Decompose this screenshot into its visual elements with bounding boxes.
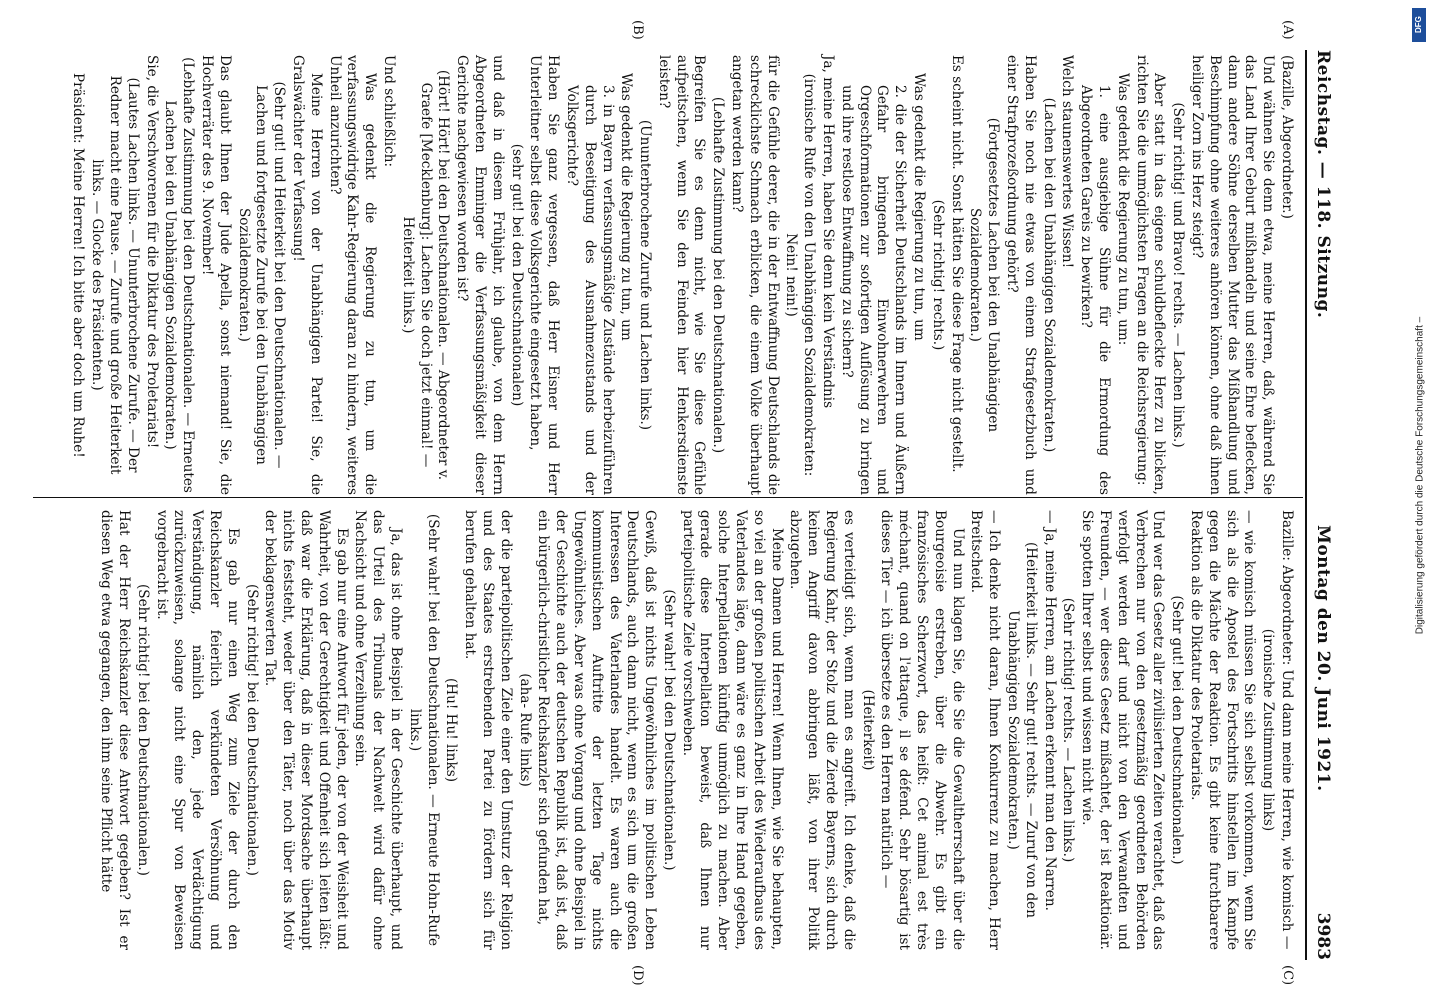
- paragraph: 1. eine ausgiebige Sühne für die Ermordung des Abgeordneten Gareis zu bewirken?: [1078, 85, 1113, 495]
- margin-marker-a: (A): [1280, 20, 1295, 40]
- paragraph: Was gedenkt die Regierung zu tun, um:: [1114, 73, 1131, 346]
- page-number: 3983: [1313, 912, 1333, 960]
- paragraph: Meine Herren von der Unabhängigen Partei! Sie, die Gralswächter der Verfassung!: [289, 55, 324, 495]
- interjection: (Sehr wahr! bei den Deutschnationalen.): [660, 589, 677, 871]
- interjection: (Hört! Hört! bei den Deutschnationalen. — Abgeordneter v. Graefe [Mecklenburg]: Lachen Sie doch jetzt einmal! — Heiterkeit links.): [399, 69, 452, 481]
- dfg-logo: DFG: [1412, 8, 1426, 42]
- interjection: (Sehr richtig! rechts.): [929, 199, 946, 351]
- paragraph: Es gab nur einen Weg zum Ziele der durch den Reichskanzler feierlich verkündeten Versöhnung und Verständigung, nämlich den, jede Verdächtigung zurückzuweisen, solange nicht eine Spur von Beweisen vorgebracht ist.: [153, 510, 241, 950]
- margin-marker-b: (B): [630, 20, 645, 40]
- margin-marker-d: (D): [630, 965, 645, 986]
- left-text-column: [68, 55, 1295, 495]
- paragraph: es verteidigt sich, wenn man es angreift. Ich denke, daß die Regierung Kahr, der Stolz und die Zierde Bayerns, sich durch keinen Angriff davon abbringen läßt, von ihrer Politik abzugehen.: [787, 510, 857, 950]
- interjection: (Sehr richtig! bei den Deutschnationalen.): [134, 584, 151, 876]
- interjection: (Sehr richtig! bei den Deutschnationalen.): [243, 584, 260, 876]
- paragraph: Es scheint nicht. Sonst hätten Sie diese Frage nicht gestellt.: [948, 55, 965, 473]
- interjection: (Hu! Hu! links): [443, 677, 460, 783]
- interjection: (ironische Rufe von den Unabhängigen Sozialdemokraten: Nein! nein!): [783, 73, 818, 477]
- interjection: (ironische Zustimmung links): [1260, 628, 1277, 832]
- paragraph: Das glaubt Ihnen der Jude Apella, sonst niemand! Sie, die Hochverräter des 9. November!: [198, 55, 233, 495]
- interjection: (Sehr richtig! und Bravo! rechts. — Lachen links.): [1170, 102, 1187, 448]
- paragraph: 3. in Bayern verfassungsmäßige Zustände herbeizuführen durch Beseitigung des Ausnahmezustands und der Volksgerichte?: [563, 85, 616, 495]
- paragraph: für die Gefühle derer, die in der Entwaffnung Deutschlands die schrecklichste Schmach erblicken, die einem Volke überhaupt angetan werden kann?: [729, 55, 781, 495]
- column-divider: [33, 497, 1303, 498]
- paragraph: Ja, meine Herren, haben Sie denn kein Verständnis: [820, 55, 837, 409]
- paragraph: Hat der Herr Reichskanzler diese Antwort gegeben? Ist er diesen Weg etwa gegangen, den ihm seine Pflicht hätte: [98, 510, 132, 950]
- paragraph: Und wer das Gesetz aller zivilisierten Zeiten verachtet, daß das Verbrechen nur von den gesetzmäßig geordneten Behörden verfolgt werden darf und nicht von den Verwandten und Freunden, — wer dieses Gesetz mißachtet, der ist Reaktionär. Sie spotten Ihrer selbst und wissen nicht wie.: [1079, 510, 1167, 950]
- interjection: (Lautes Lachen links. — Ununterbrochene Zurufe. — Der Redner macht eine Pause. — Zurufe und große Heiterkeit links. — Glocke des Präsidenten.): [89, 75, 141, 475]
- paragraph: Es gab nur eine Antwort für jeden, der von der Weisheit und Wahrheit, von der Gerechtigkeit und Offenheit sich leiten läßt: daß war die Erklärung, daß in dieser Mordsache überhaupt nichts feststeht, weder über den Täter, noch über das Motiv der beklagenswerten Tat.: [262, 510, 350, 950]
- paragraph: (Bazille, Abgeordneter.): [1279, 55, 1295, 219]
- paragraph: Haben Sie noch nie etwas von einem Strafgesetzbuch und einer Strafprozeßordnung gehört?: [1004, 55, 1038, 495]
- page-header: [1305, 50, 1335, 960]
- interjection: (Fortgesetztes Lachen bei den Unabhängigen Sozialdemokraten.): [967, 117, 1002, 433]
- interjection: (Heiterkeit): [859, 689, 876, 771]
- digitization-note: Digitalisierung gefördert durch die Deutsche Forschungsgemeinschaft –: [1414, 316, 1426, 635]
- header-session: Reichstag. — 118. Sitzung.: [1313, 50, 1333, 319]
- paragraph: Präsident: Meine Herren! Ich bitte aber doch um Ruhe!: [70, 73, 87, 458]
- paragraph: Begreifen Sie es denn nicht, wie Sie diese Gefühle aufpeitschen, wenn Sie den Feinden hier Henkersdienste leisten?: [655, 55, 708, 495]
- paragraph: Ja, das ist ohne Beispiel in der Geschichte überhaupt, und das Urteil des Tribunals der Nachwelt wird dafür ohne Nachsicht und ohne Verzeihung sein.: [352, 510, 404, 950]
- right-text-column: [95, 510, 1295, 950]
- paragraph: Und nun klagen Sie, die Sie die Gewaltherrschaft über die Bourgeoisie erstreben, über die Abwehr. Es gibt ein französisches Scherzwort, das heißt: Cet animal est très méchant, quand on l'attaque, il se défend. Sehr bösartig ist dieses Tier — ich übersetze es den Herren natürlich —: [878, 510, 966, 950]
- header-date: Montag den 20. Juni 1921.: [1313, 525, 1333, 792]
- paragraph: Was gedenkt die Regierung zu tun, um: [618, 73, 635, 341]
- paragraph: 2. die der Sicherheit Deutschlands im Innern und Äußern Gefahr bringenden Einwohnerwehren und Orgeschformationen zur sofortigen Auflösung zu bringen und ihre restlose Entwaffnung zu sichern?: [838, 85, 909, 495]
- paragraph: — wie komisch müssen Sie sich selbst vorkommen, wenn Sie sich als die Apostel des Fortschritts hinstellen im Kampfe gegen die Mächte der Reaktion. Es gibt keine furchtbarere Reaktion als die Diktatur des Proletariats.: [1188, 510, 1258, 950]
- paragraph: der die parteipolitischen Ziele einer den Umsturz der Religion und des Staates erstrebenden Partei zu fördern sich für berufen gehalten hat.: [462, 510, 514, 950]
- paragraph: Haben Sie ganz vergessen, daß Herr Eisner und Herr Unterleitner selbst diese Volksgerichte eingesetzt haben,: [527, 55, 562, 495]
- paragraph: Was gedenkt die Regierung zu tun, um: [911, 73, 928, 341]
- paragraph: Sie, die Verschworenen für die Diktatur des Proletariats!: [143, 55, 160, 449]
- paragraph: Welch staunenswertes Wissen!: [1059, 55, 1076, 269]
- interjection: (Heiterkeit links. — Sehr gut! rechts. — Zuruf von den Unabhängigen Sozialdemokraten.): [1005, 542, 1039, 918]
- paragraph: und daß in diesem Frühjahr, ich glaube, von dem Herrn Abgeordneten Emminger die Verfassungsmäßigkeit dieser Gerichte nachgewiesen worden ist?: [454, 55, 506, 495]
- interjection: (Sehr gut! bei den Deutschnationalen.): [1169, 595, 1186, 865]
- interjection: (Lachen bei den Unabhängigen Sozialdemokraten.): [1040, 97, 1057, 453]
- paragraph: — Ich denke nicht daran, Ihnen Konkurrenz zu machen, Herr Breitscheid.: [968, 510, 1003, 950]
- paragraph: Was gedenkt die Regierung zu tun, um die verfassungswidrige Kahr-Regierung daran zu hindern, weiteres Unheil anzurichten?: [326, 55, 379, 495]
- interjection: (Lebhafte Zustimmung bei den Deutschnationalen.): [710, 96, 727, 454]
- paragraph: Gewiß, daß ist nichts Ungewöhnliches im politischen Leben Deutschlands, auch dann nicht, wenn es sich um die großen Interessen des Vaterlandes handelt. Es waren auch die kommunistischen Auftritte der letzten Tage nichts Ungewöhnliches. Aber was ohne Vorgang und ohne Beispiel in der Geschichte auch der deutschen Republik ist, daß ist, daß ein bürgerlich-christlicher Reichskanzler sich gefunden hat,: [535, 510, 659, 950]
- paragraph: Meine Damen und Herren! Wenn Ihnen, wie Sie behaupten, so viel an der großen politischen Arbeit des Wiederaufbaus des Vaterlandes läge, dann wäre es ganz in Ihre Hand gegeben, solche Interpellationen künftig unmöglich zu machen. Aber gerade diese Interpellation beweist, daß Ihnen nur parteipolitische Ziele vorschweben.: [679, 510, 785, 950]
- paragraph: Und wähnen Sie denn etwa, meine Herren, daß, während Sie das Land Ihrer Geburt mißhandeln und seine Ehre beflecken, dann andere Söhne derselben Mutter das Mißhandlung und Beschimpfung ohne weiteres anhören können, ohne daß ihnen heiliger Zorn ins Herz steigt?: [1189, 55, 1277, 495]
- paragraph: Und schließlich:: [380, 55, 397, 168]
- paragraph: Bazille: Abgeordneter: Und dann meine Herren, wie komisch —: [1279, 510, 1295, 950]
- interjection: (Sehr richtig! rechts. — Lachen links.): [1060, 597, 1077, 863]
- interjection: (Sehr wahr! bei den Deutschnationalen. — Erneute Hohn-Rufe links.): [406, 513, 441, 947]
- interjection: (aha- Rufe links): [516, 673, 533, 787]
- margin-marker-c: (C): [1280, 965, 1295, 986]
- interjection: (Ununterbrochene Zurufe und Lachen links.): [637, 119, 654, 431]
- interjection: (sehr gut! bei den Deutschnationalen): [508, 143, 525, 407]
- interjection: (Lebhafte Zustimmung bei den Deutschnationalen. — Erneutes Lachen bei den Unabhängigen Sozialdemokraten.): [162, 57, 197, 493]
- paragraph: — Ja, meine Herren, am Lachen erkennt man den Narren.: [1041, 510, 1058, 911]
- paragraph: Aber statt in das eigene schuldbefleckte Herz zu blicken, richten Sie die unmöglichsten Fragen an die Reichsregierung:: [1133, 55, 1168, 495]
- interjection: (Sehr gut! und Heiterkeit bei den Deutschnationalen. — Lachen und fortgesetzte Zurufe bei den Unabhängigen Sozialdemokraten.): [235, 81, 288, 469]
- digitization-strip: [1410, 0, 1430, 1000]
